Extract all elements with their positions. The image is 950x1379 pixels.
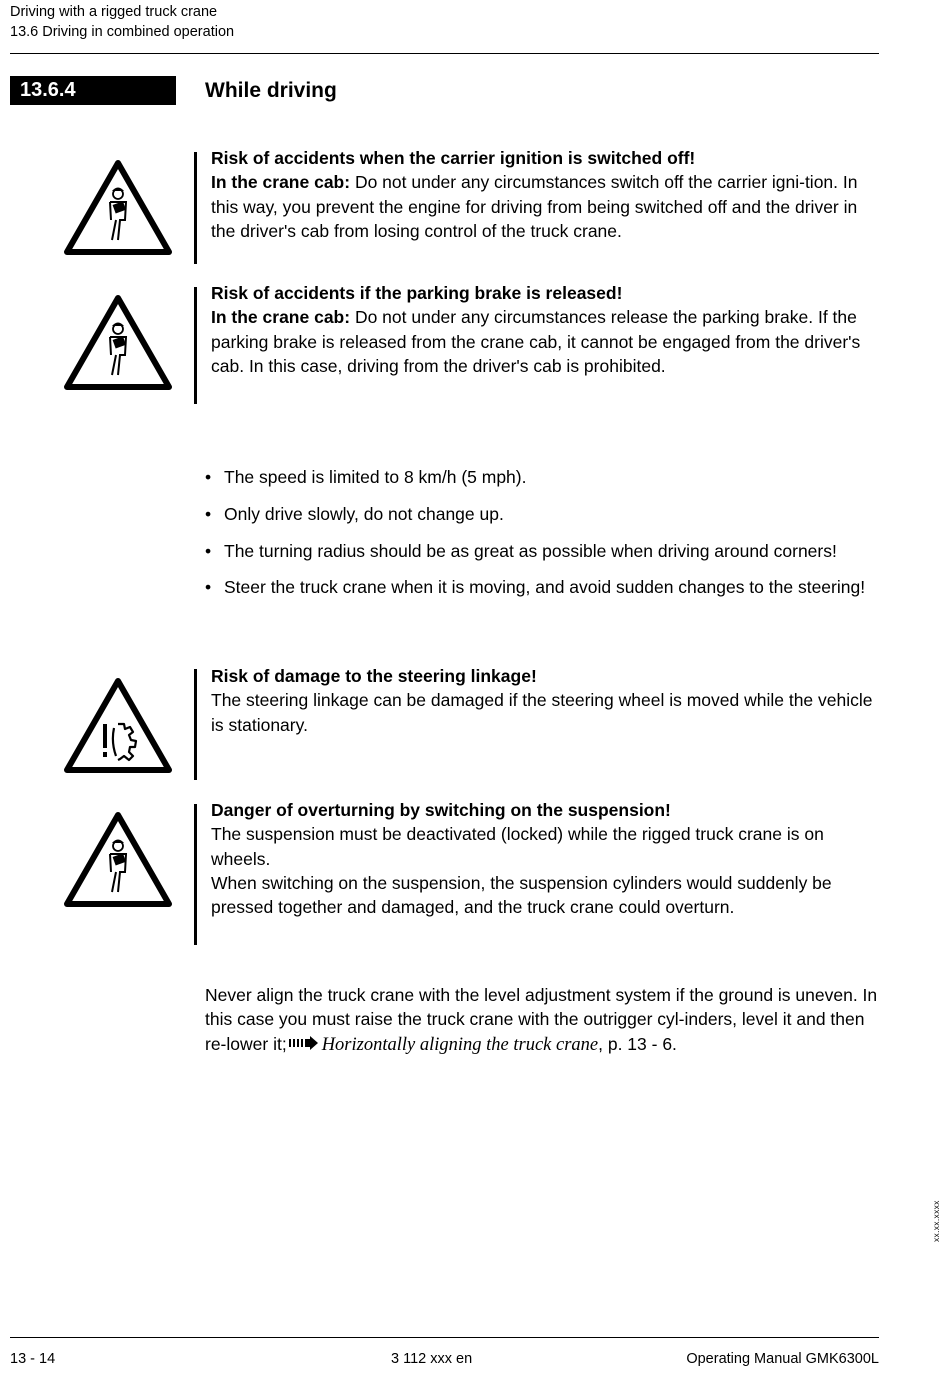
cross-reference-link[interactable]: Horizontally aligning the truck crane [321,1034,599,1055]
header-section: 13.6 Driving in combined operation [10,24,235,40]
side-code: xx.xx.xxxx [931,1200,941,1242]
warning-title: Risk of accidents if the parking brake is released! [211,283,623,303]
closing-paragraph [205,983,881,1058]
warning-text-parking-brake [211,281,879,378]
footer-rule [10,1337,879,1338]
warning-body: The steering linkage can be damaged if the steering wheel is moved while the vehicle is stationary. [211,690,873,735]
section-number: 13.6.4 [10,76,176,105]
warning-bar [194,287,197,404]
list-item-text: The turning radius should be as great as possible when driving around corners! [224,540,837,561]
paragraph-text: Never align the truck crane with the level adjustment system if the ground is uneven. In this case you must raise the truck crane with the outrigger cyl-inders, level it and then re-lower it; [205,985,878,1054]
warning-body: The suspension must be deactivated (locked) while the rigged truck crane is on wheels. [211,824,824,869]
warning-triangle-injured-person-icon [62,158,174,256]
warning-title: Danger of overturning by switching on the suspension! [211,800,671,820]
list-item-text: The speed is limited to 8 km/h (5 mph). [224,467,527,487]
footer-doc-number: 3 112 xxx en [391,1351,473,1367]
warning-bar [194,669,197,780]
warning-lead: In the crane cab: [211,172,351,193]
warning-bar [194,804,197,945]
section-title: While driving [205,79,337,102]
warning-triangle-injured-person-icon [62,810,174,908]
footer-page-number: 13 - 14 [10,1351,56,1367]
warning-triangle-injured-person-icon [62,293,174,391]
footer-manual-title: Operating Manual GMK6300L [686,1351,879,1367]
warning-bar [194,152,197,264]
warning-title: Risk of damage to the steering linkage! [211,666,537,686]
list-item: • The turning radius should be as great as possible when driving around corners! [205,540,837,561]
list-item: • Only drive slowly, do not change up. [205,503,504,524]
cross-reference-page: , p. 13 - 6. [598,1033,677,1054]
header-rule [10,53,879,54]
warning-body-2: When switching on the suspension, the suspension cylinders would suddenly be pressed together and damaged, and the truck crane could overturn. [211,872,832,918]
warning-title: Risk of accidents when the carrier ignition is switched off! [211,148,696,168]
list-item-text: Steer the truck crane when it is moving, and avoid sudden changes to the steering! [224,577,866,598]
warning-triangle-damage-icon [62,676,174,774]
warning-body: Do not under any circumstances switch off the carrier igni-tion. In this way, you prevent the engine for driving from being switched off and the driver in the driver's cab from losing control of the truck crane. [211,172,858,241]
list-item: • The speed is limited to 8 km/h (5 mph). [205,467,527,487]
cross-reference-arrow-icon [289,1032,319,1056]
warning-lead: In the crane cab: [211,307,351,328]
warning-text-steering [211,664,879,737]
list-item: • Steer the truck crane when it is moving, and avoid sudden changes to the steering! [205,577,866,598]
warning-text-suspension [211,798,879,919]
warning-body: Do not under any circumstances release the parking brake. If the parking brake is released from the crane cab, it cannot be engaged from the driver's cab. In this case, driving from the driver's cab is prohibited. [211,307,861,376]
list-item-text: Only drive slowly, do not change up. [224,503,504,524]
warning-text-ignition [211,146,879,243]
bullet-list [205,465,879,612]
header-chapter: Driving with a rigged truck crane [10,4,218,20]
